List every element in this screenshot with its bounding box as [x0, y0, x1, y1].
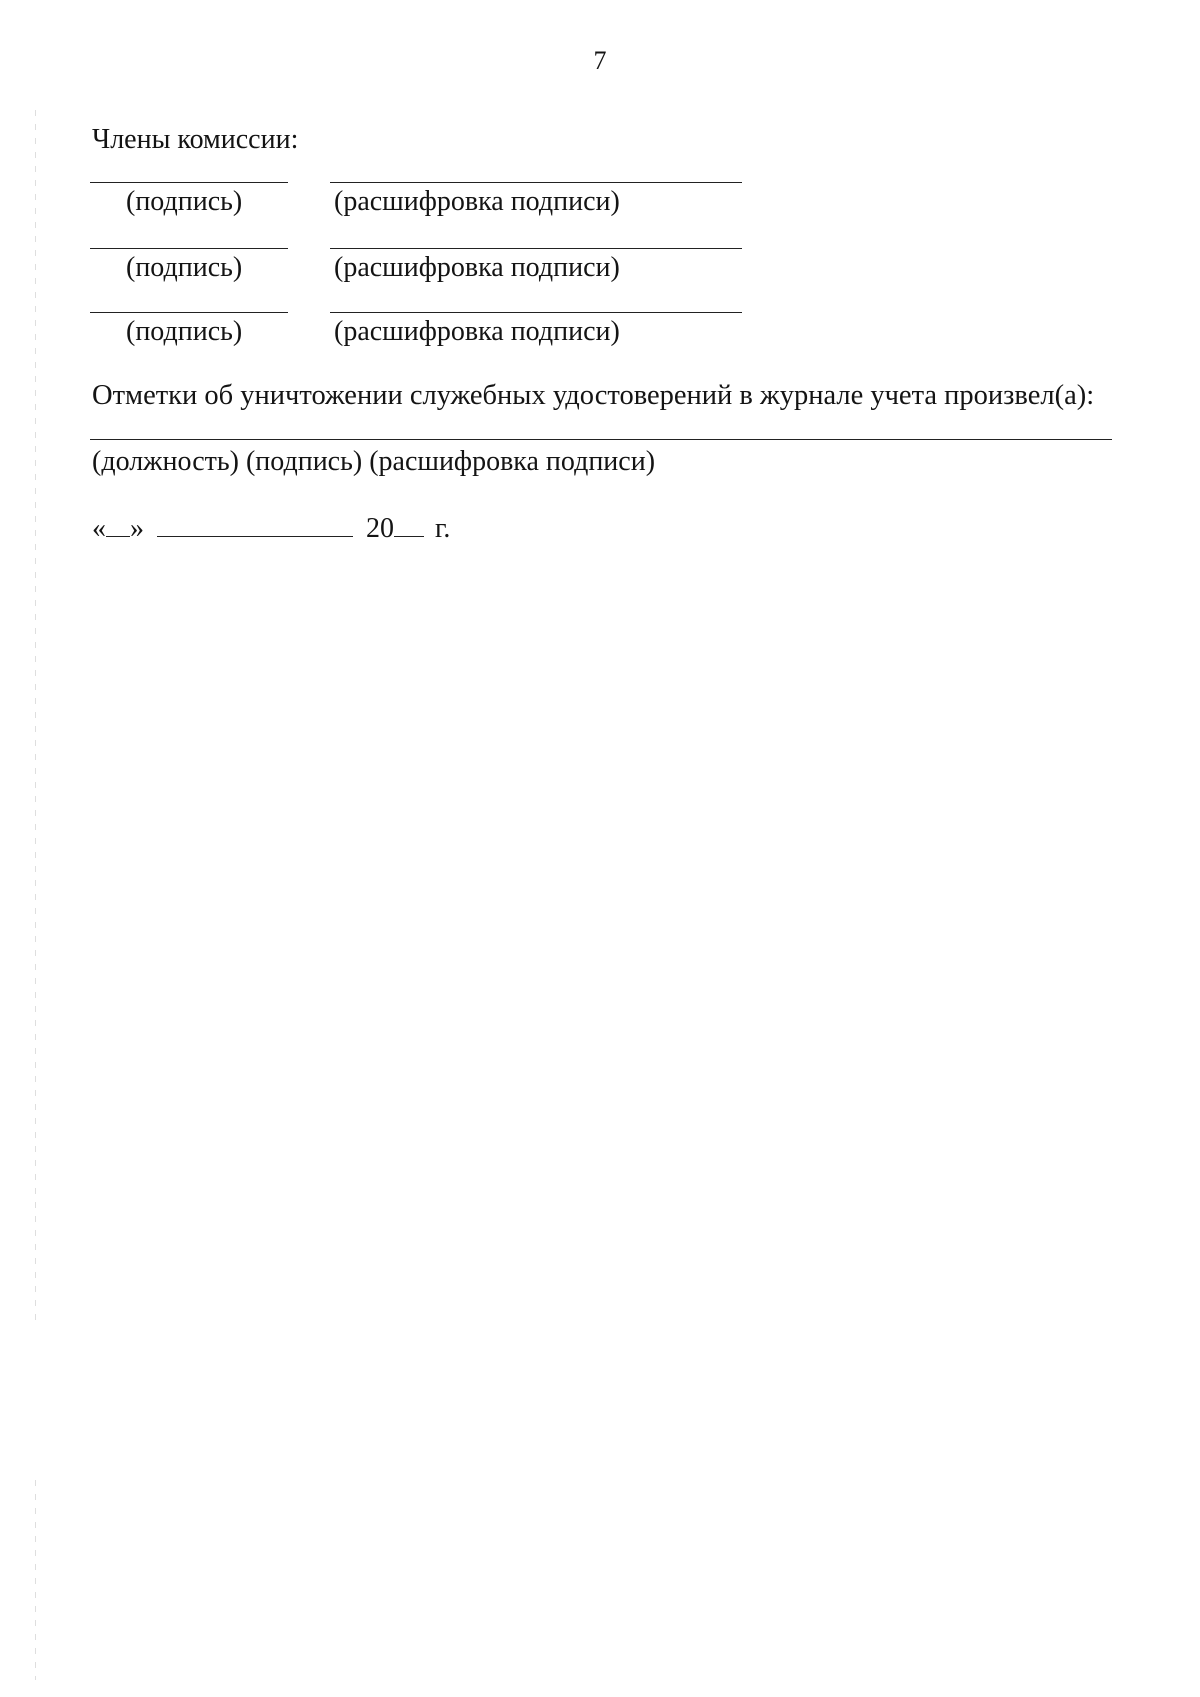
- signature-caption-1: (подпись): [126, 186, 243, 217]
- signature-line-3: [90, 312, 288, 313]
- year-suffix: г.: [435, 513, 451, 544]
- destruction-note-line: [90, 439, 1112, 440]
- decoding-line-2: [330, 248, 742, 249]
- signature-caption-3: (подпись): [126, 316, 243, 347]
- decoding-line-1: [330, 182, 742, 183]
- destruction-note-text: Отметки об уничтожении служебных удостоверений в журнале учета произвел(а):: [92, 380, 1095, 411]
- decoding-caption-1: (расшифровка подписи): [334, 186, 620, 217]
- signature-line-2: [90, 248, 288, 249]
- signature-caption-2: (подпись): [126, 252, 243, 283]
- signature-line-1: [90, 182, 288, 183]
- day-blank: [106, 512, 130, 537]
- date-open-quote: «: [92, 513, 106, 544]
- destruction-note-caption: (должность) (подпись) (расшифровка подписи): [92, 446, 656, 477]
- decoding-caption-2: (расшифровка подписи): [334, 252, 620, 283]
- page-number: 7: [593, 46, 607, 75]
- date-close-quote: »: [130, 513, 144, 544]
- year-prefix: 20: [366, 513, 394, 544]
- commission-heading: Члены комиссии:: [92, 124, 299, 155]
- scan-edge-artifact: [35, 110, 36, 1320]
- date-line: [92, 512, 450, 545]
- year-blank: [394, 512, 424, 537]
- month-blank: [157, 512, 353, 537]
- decoding-caption-3: (расшифровка подписи): [334, 316, 620, 347]
- scan-edge-artifact-lower: [35, 1480, 36, 1680]
- decoding-line-3: [330, 312, 742, 313]
